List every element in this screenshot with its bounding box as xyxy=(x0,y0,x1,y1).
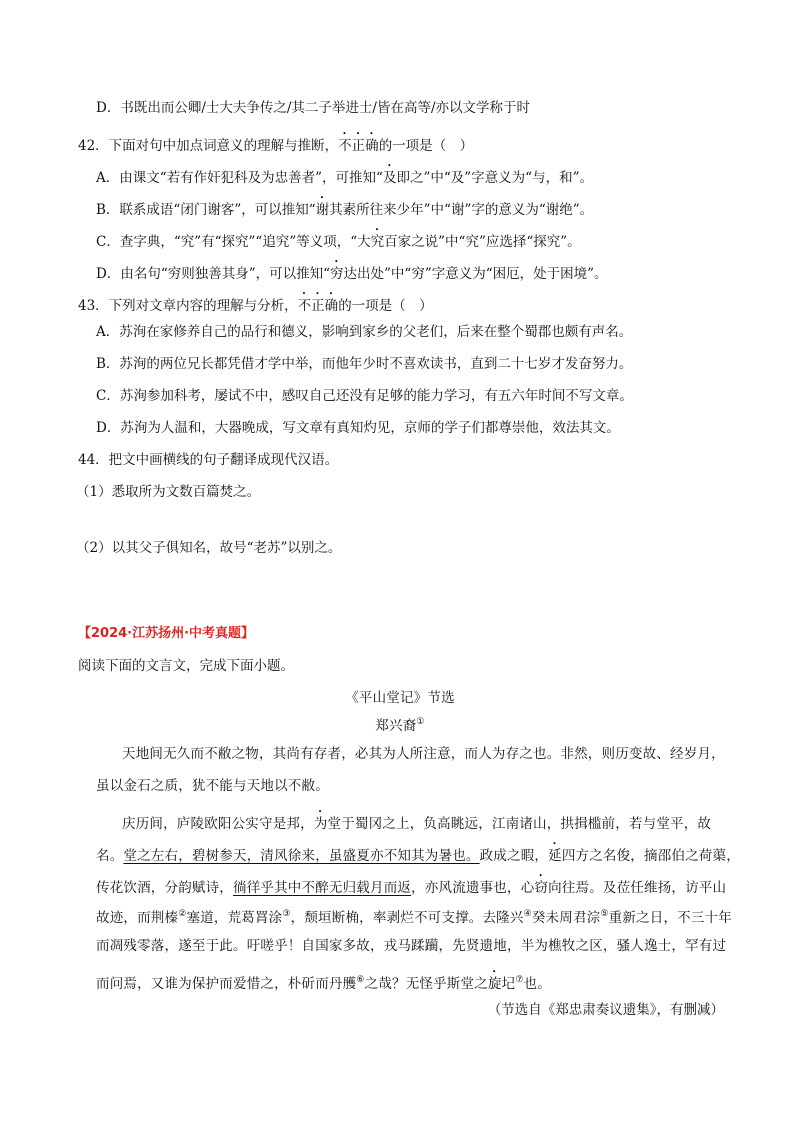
q41-option-d: D．书既出而公卿/士大夫争传之/其二子举进士/皆在高等/亦以文学称于时 xyxy=(96,100,531,116)
q42-option-b: B．联系成语“闭门谢客”，可以推知“谢其素所往来少年”中“谢”字的意义为“谢绝”。 xyxy=(96,202,594,218)
passage-p2-line6: 而问焉，又谁为保护而爱惜之，朴斫而丹雘⑥之哉？无怪乎斯堂之旋圮⑦也。 xyxy=(96,975,551,992)
passage-source: （节选自《郑忠肃奏议遗集》，有删减） xyxy=(487,1002,724,1018)
instruction: 阅读下面的文言文，完成下面小题。 xyxy=(78,658,294,674)
passage-p2-line5: 而凋残零落，遂至于此。吁嗟乎！自国家多故，戎马蹂躏，先贤遗地，半为樵牧之区，骚人逸士，罕有过 xyxy=(96,938,727,954)
q44-sentence-1: （1）悉取所为文数百篇焚之。 xyxy=(76,484,261,500)
passage-p2-line3: 传花饮酒，分韵赋诗，徜徉乎其中不醉无归载月而返，亦风流遗事也，心窃向往焉。及莅任维扬，访平山 xyxy=(96,880,727,896)
q43-option-d: D．苏洵为人温和，大器晚成，写文章有真知灼见，京师的学子们都尊崇他，效法其文。 xyxy=(96,420,620,436)
section-tag: 【2024·江苏扬州·中考真题】 xyxy=(78,626,255,641)
q42-option-d: D．由名句“穷则独善其身”，可以推知“穷达出处”中“穷”字意义为“困厄，处于困境”。 xyxy=(96,266,608,282)
passage-p2-line4: 故迹，而荆榛②塞道，荒葛罥涂③，颓垣断桷，率剥烂不可支撑。去隆兴④癸未周君淙⑤重新之日，不三十年 xyxy=(96,909,732,926)
q43-stem: 43．下列对文章内容的理解与分析，不正确的一项是（ ） xyxy=(78,298,433,314)
q44-sentence-2: （2）以其父子俱知名，故号“老苏”以别之。 xyxy=(76,540,342,556)
passage-p1-line2: 虽以金石之质，犹不能与天地以不敝。 xyxy=(96,778,329,794)
underlined-sentence: 堂之左右，碧树参天，清风徐来，虽盛夏亦不知其为暑也。 xyxy=(123,848,480,864)
q42-stem: 42．下面对句中加点词意义的理解与推断，不正确的一项是（ ） xyxy=(78,138,474,154)
passage-p2-line2: 名。堂之左右，碧树参天，清风徐来，虽盛夏亦不知其为暑也。政成之暇，延四方之名俊，摘邵伯之荷蕖， xyxy=(96,848,740,864)
passage-p1-line1: 天地间无久而不敝之物，其尚有存者，必其为人所注意，而人为存之也。非然，则历变故、经岁月， xyxy=(122,746,725,762)
passage-title: 《平山堂记》节选 xyxy=(345,690,455,706)
footnote-marker: ① xyxy=(416,717,425,727)
q44-stem: 44．把文中画横线的句子翻译成现代汉语。 xyxy=(78,452,339,468)
q43-option-a: A．苏洵在家修养自己的品行和德义，影响到家乡的父老们，后来在整个蜀郡也颇有声名。 xyxy=(96,324,633,340)
underlined-sentence: 徜徉乎其中不醉无归载月而返 xyxy=(233,880,412,896)
passage-p2-line1: 庆历间，庐陵欧阳公实守是邦，为堂于蜀冈之上，负高眺远，江南诸山，拱揖槛前，若与堂平，故 xyxy=(122,816,712,832)
q42-option-c: C．查字典，“究”有“探究”“追究”等义项，“大究百家之说”中“究”应选择“探究”。 xyxy=(96,234,581,250)
q43-option-b: B．苏洵的两位兄长都凭借才学中举，而他年少时不喜欢读书，直到二十七岁才发奋努力。 xyxy=(96,356,633,372)
q42-option-a: A．由课文“若有作奸犯科及为忠善者”，可推知“及即之”中“及”字意义为“与，和”。 xyxy=(96,170,593,186)
passage-author: 郑兴裔① xyxy=(375,717,425,734)
emphasis-text: 不正确 xyxy=(338,138,379,154)
q43-option-c: C．苏洵参加科考，屡试不中，感叹自己还没有足够的能力学习，有五六年时间不写文章。 xyxy=(96,388,633,404)
emphasis-text: 不正确 xyxy=(297,298,339,314)
